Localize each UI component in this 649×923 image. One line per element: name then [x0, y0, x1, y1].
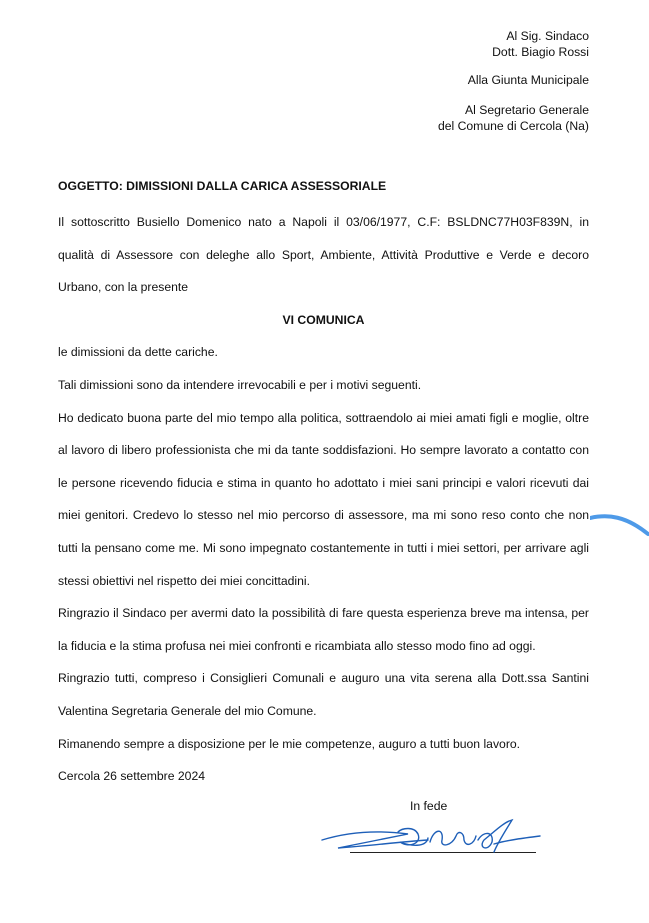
paragraph-ringrazio-sindaco: Ringrazio il Sindaco per avermi dato la possibilità di fare questa esperienza breve ma intensa, per la fiducia e la stima profusa nei miei confronti e ricambiata allo stesso modo fino ad oggi.: [58, 606, 589, 653]
recipient-mayor: [492, 28, 589, 60]
recipient-line: Alla Giunta Municipale: [467, 73, 589, 87]
recipient-line: Al Segretario Generale: [465, 103, 589, 117]
recipient-line: del Comune di Cercola (Na): [437, 119, 589, 133]
recipient-line: Al Sig. Sindaco: [506, 29, 589, 43]
recipient-council: [468, 72, 589, 88]
intro-paragraph: Il sottoscritto Busiello Domenico nato a Napoli il 03/06/1977, C.F: BSLDNC77H03F839N, in qualità di Assessore con deleghe allo Sport, Ambiente, Attività Produttive e Verde e decoro Urbano, con la presente: [58, 215, 589, 295]
place-date: Cercola 26 settembre 2024: [58, 769, 206, 784]
paragraph-dimissioni: le dimissioni da dette cariche.: [58, 345, 218, 360]
subject-line: OGGETTO: DIMISSIONI DALLA CARICA ASSESSORIALE: [58, 179, 387, 193]
paragraph-ringrazio-tutti: Ringrazio tutti, compreso i Consiglieri Comunali e auguro una vita serena alla Dott.ssa Santini Valentina Segretaria Generale del mio Comune.: [58, 671, 589, 718]
recipient-secretary: [438, 102, 589, 134]
letter-body: [58, 206, 589, 793]
paragraph-disposizione: Rimanendo sempre a disposizione per le mie competenze, auguro a tutti buon lavoro.: [58, 736, 521, 751]
recipient-line: Dott. Biagio Rossi: [492, 45, 589, 59]
handwritten-signature: [318, 818, 548, 868]
highlight-stroke: [590, 508, 649, 538]
comunica-heading: VI COMUNICA: [282, 312, 365, 327]
paragraph-irrevocabili: Tali dimissioni sono da intendere irrevocabili e per i motivi seguenti.: [58, 377, 422, 392]
paragraph-motivi: Ho dedicato buona parte del mio tempo alla politica, sottraendolo ai miei amati figli e moglie, oltre al lavoro di libero professionista che mi da tante soddisfazioni. Ho sempre lavorato a contatto con le persone ricevendo fiducia e stima in quanto ho adottato i miei sani principi e valori ricevuti dai miei genitori. Credevo lo stesso nel mio percorso di assessore, ma mi sono reso conto che non tutti la pensano come me. Mi sono impegnato costantemente in tutti i miei settori, per arrivare agli stessi obiettivi nel rispetto dei miei concittadini.: [58, 410, 589, 588]
closing-in-fede: In fede: [410, 799, 448, 813]
